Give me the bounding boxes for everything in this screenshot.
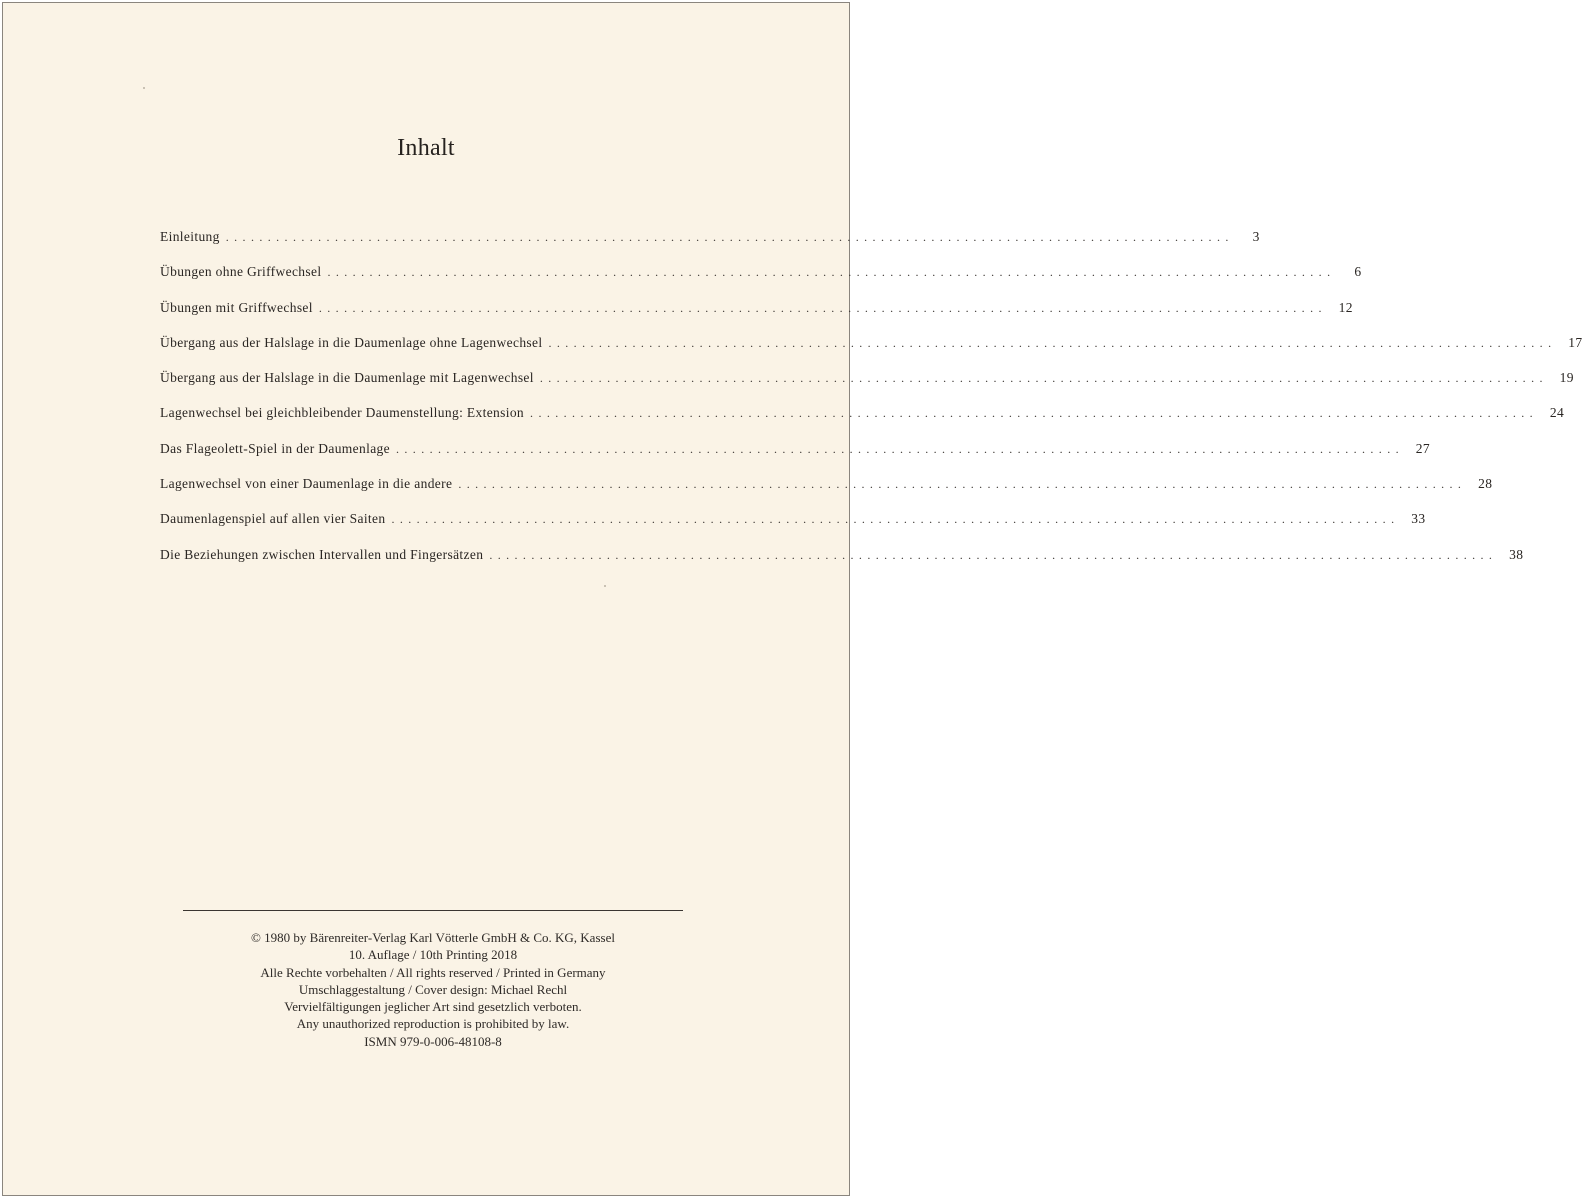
toc-entry-title: Übergang aus der Halslage in die Daumenlage mit Lagenwechsel <box>160 370 534 386</box>
toc-entry-page: 17 <box>1568 334 1582 350</box>
toc-entry <box>160 440 1430 476</box>
toc-entry <box>160 370 1574 405</box>
dot-leader: ........................................................................................................................ <box>489 547 1498 562</box>
rights-line: Alle Rechte vorbehalten / All rights reserved / Printed in Germany <box>260 964 606 980</box>
toc-entry-page: 38 <box>1509 546 1524 562</box>
table-of-contents <box>160 229 1582 582</box>
dot-leader: ........................................................................................................................ <box>327 265 1336 280</box>
toc-entry-title: Lagenwechsel von einer Daumenlage in die andere <box>160 476 453 492</box>
dot-leader: ........................................................................................................................ <box>548 335 1557 350</box>
toc-entry-page: 19 <box>1559 370 1574 386</box>
toc-entry-page: 6 <box>1354 264 1362 280</box>
toc-entry-title: Lagenwechsel bei gleichbleibender Daumenstellung: Extension <box>160 405 525 421</box>
toc-entry <box>160 546 1524 582</box>
toc-entry-title: Das Flageolett-Spiel in der Daumenlage <box>160 440 390 456</box>
copy-warning-en: Any unauthorized reproduction is prohibited by law. <box>296 1016 570 1032</box>
paper-speck <box>604 585 606 587</box>
dot-leader: ........................................................................................................................ <box>391 512 1400 527</box>
toc-entry-title: Die Beziehungen zwischen Intervallen und Fingersätzen <box>160 546 484 562</box>
copy-warning-de: Vervielfältigungen jeglicher Art sind gesetzlich verboten. <box>284 999 582 1015</box>
cover-design-line: Umschlaggestaltung / Cover design: Michael Rechl <box>298 981 568 997</box>
toc-entry <box>160 476 1493 511</box>
toc-entry-page: 12 <box>1338 299 1353 315</box>
toc-entry-title: Daumenlagenspiel auf allen vier Saiten <box>160 511 386 527</box>
toc-entry <box>160 264 1362 299</box>
dot-leader: ........................................................................................................................ <box>318 300 1327 315</box>
dot-leader: ........................................................................................................................ <box>530 406 1539 421</box>
toc-entry-title: Übergang aus der Halslage in die Daumenlage ohne Lagenwechsel <box>160 334 543 350</box>
ismn-line: ISMN 979-0-006-48108-8 <box>364 1033 502 1049</box>
toc-entry-page: 27 <box>1415 440 1430 456</box>
dot-leader: ........................................................................................................................ <box>539 371 1548 386</box>
toc-entry-title: Übungen mit Griffwechsel <box>160 299 313 315</box>
toc-entry <box>160 229 1260 264</box>
toc-entry <box>160 405 1565 440</box>
toc-entry <box>160 334 1582 370</box>
toc-entry-page: 24 <box>1549 405 1565 421</box>
toc-entry-title: Übungen ohne Griffwechsel <box>160 264 322 280</box>
dot-leader: ........................................................................................................................ <box>458 477 1467 492</box>
toc-entry <box>160 299 1353 335</box>
toc-entry-page: 28 <box>1478 476 1493 492</box>
toc-entry-page: 33 <box>1411 511 1426 527</box>
imprint-divider <box>183 910 683 911</box>
toc-entry-title: Einleitung <box>160 229 220 244</box>
dot-leader: ........................................................................................................................ <box>396 441 1404 456</box>
toc-entry <box>160 511 1426 546</box>
book-page <box>2 2 1582 1196</box>
edition-line: 10. Auflage / 10th Printing 2018 <box>348 947 518 963</box>
copyright-line: © 1980 by Bärenreiter-Verlag Karl Vötterle GmbH & Co. KG, Kassel <box>251 930 615 945</box>
toc-entry-page: 3 <box>1252 229 1260 244</box>
page-title: Inhalt <box>397 135 455 161</box>
imprint-block <box>183 929 683 1050</box>
paper-speck <box>143 87 145 89</box>
dot-leader: ........................................................................................................................ <box>225 230 1234 244</box>
